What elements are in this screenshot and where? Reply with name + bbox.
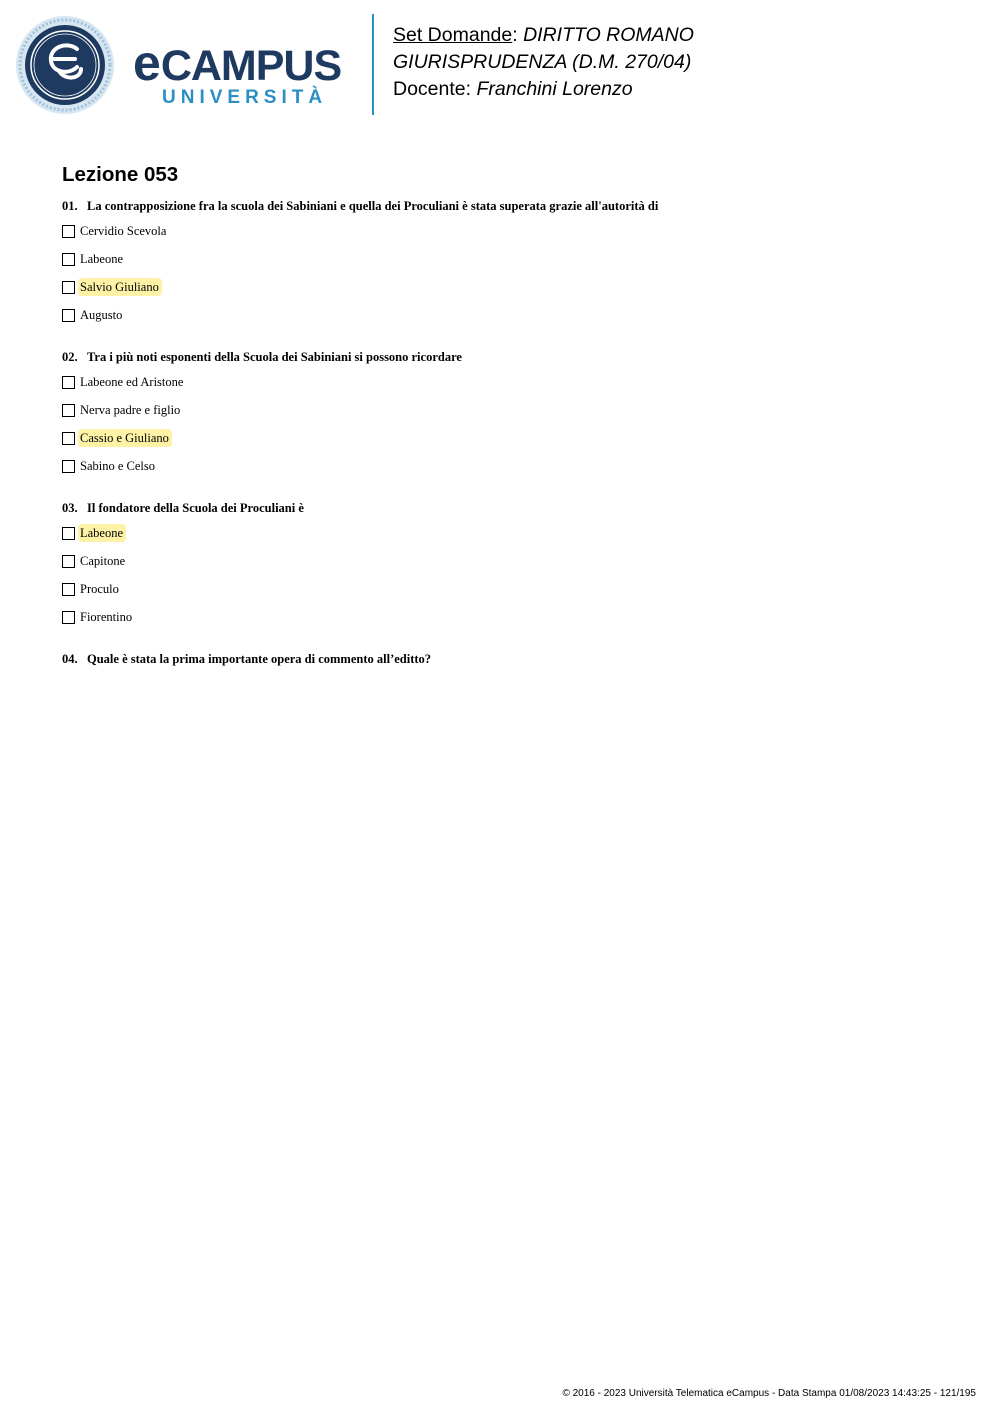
question-03 bbox=[62, 500, 304, 516]
answer-checkbox[interactable] bbox=[62, 432, 75, 445]
answer-checkbox[interactable] bbox=[62, 225, 75, 238]
answer-option[interactable] bbox=[62, 580, 121, 598]
question-text: Il fondatore della Scuola dei Proculiani è bbox=[87, 501, 304, 515]
answer-label: Nerva padre e figlio bbox=[80, 403, 181, 417]
answer-checkbox[interactable] bbox=[62, 527, 75, 540]
set-label: Set Domande bbox=[393, 24, 513, 46]
answer-checkbox[interactable] bbox=[62, 376, 75, 389]
answer-option-highlighted[interactable] bbox=[62, 429, 172, 447]
answer-option[interactable] bbox=[62, 306, 124, 324]
answer-option[interactable] bbox=[62, 222, 168, 240]
page-footer: © 2016 - 2023 Università Telematica eCampus - Data Stampa 01/08/2023 14:43:25 - 121/195 bbox=[562, 1388, 976, 1399]
question-text: Quale è stata la prima importante opera di commento all’editto? bbox=[87, 652, 432, 666]
answer-option-highlighted[interactable] bbox=[62, 524, 126, 542]
answer-option[interactable] bbox=[62, 552, 127, 570]
answer-checkbox[interactable] bbox=[62, 555, 75, 568]
question-02 bbox=[62, 349, 462, 365]
answer-label-highlighted: Cassio e Giuliano bbox=[78, 429, 172, 447]
answer-option[interactable] bbox=[62, 457, 157, 475]
answer-checkbox[interactable] bbox=[62, 404, 75, 417]
answer-option[interactable] bbox=[62, 401, 182, 419]
answer-checkbox[interactable] bbox=[62, 583, 75, 596]
question-number: 01. bbox=[62, 199, 78, 213]
answer-label: Augusto bbox=[80, 308, 123, 322]
answer-label: Fiorentino bbox=[80, 610, 133, 624]
answer-checkbox[interactable] bbox=[62, 460, 75, 473]
answer-option-highlighted[interactable] bbox=[62, 278, 162, 296]
course-name-line2: GIURISPRUDENZA (D.M. 270/04) bbox=[393, 51, 692, 73]
set-info bbox=[393, 22, 694, 103]
ecampus-wordmark: eCAMPUS bbox=[133, 35, 342, 91]
question-number: 03. bbox=[62, 501, 78, 515]
answer-label: Capitone bbox=[80, 554, 126, 568]
question-number: 02. bbox=[62, 350, 78, 364]
answer-checkbox[interactable] bbox=[62, 281, 75, 294]
answer-label: Labeone ed Aristone bbox=[80, 375, 184, 389]
answer-option[interactable] bbox=[62, 373, 185, 391]
answer-label-highlighted: Labeone bbox=[78, 524, 126, 542]
course-name-line1: DIRITTO ROMANO bbox=[523, 24, 694, 46]
header-divider bbox=[372, 14, 374, 115]
question-text: La contrapposizione fra la scuola dei Sabiniani e quella dei Proculiani è stata superata grazie all'autorità di bbox=[87, 199, 659, 213]
answer-checkbox[interactable] bbox=[62, 309, 75, 322]
answer-option[interactable] bbox=[62, 608, 134, 626]
answer-label: Sabino e Celso bbox=[80, 459, 155, 473]
page-header bbox=[0, 0, 1000, 130]
question-01 bbox=[62, 198, 658, 214]
answer-label: Labeone bbox=[80, 252, 124, 266]
set-info-line1 bbox=[393, 22, 694, 49]
ecampus-wordmark-subtitle: UNIVERSITÀ bbox=[162, 87, 328, 108]
set-info-line2 bbox=[393, 49, 694, 76]
answer-checkbox[interactable] bbox=[62, 253, 75, 266]
question-04 bbox=[62, 651, 431, 667]
answer-label: Proculo bbox=[80, 582, 119, 596]
answer-option[interactable] bbox=[62, 250, 125, 268]
teacher-name: Franchini Lorenzo bbox=[476, 78, 633, 100]
answer-label: Cervidio Scevola bbox=[80, 224, 167, 238]
set-separator: : bbox=[512, 24, 518, 46]
answer-checkbox[interactable] bbox=[62, 611, 75, 624]
set-info-line3 bbox=[393, 76, 694, 103]
answer-label-highlighted: Salvio Giuliano bbox=[78, 278, 162, 296]
ecampus-seal-logo bbox=[15, 15, 115, 115]
teacher-label: Docente: bbox=[393, 78, 472, 100]
question-number: 04. bbox=[62, 652, 78, 666]
lesson-title: Lezione 053 bbox=[62, 163, 179, 186]
question-text: Tra i più noti esponenti della Scuola dei Sabiniani si possono ricordare bbox=[87, 350, 462, 364]
